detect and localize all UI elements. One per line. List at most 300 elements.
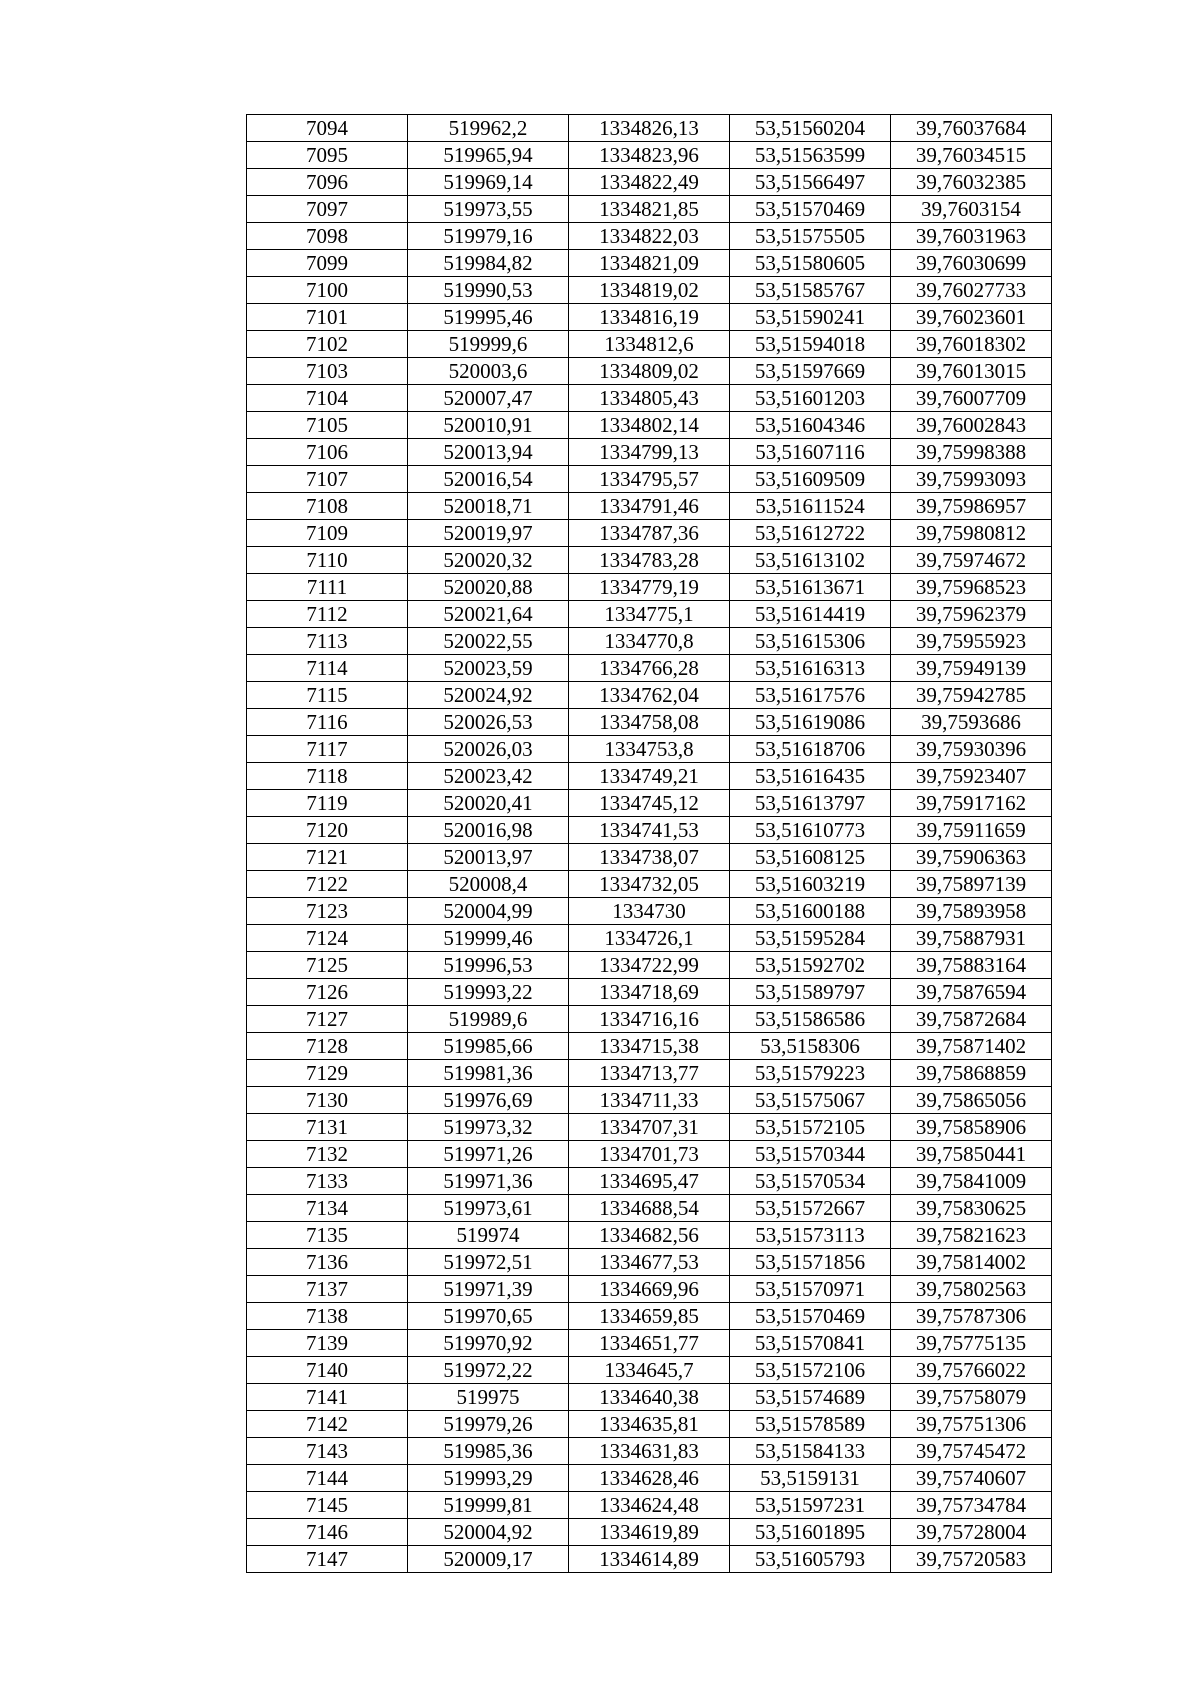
y-coordinate-cell: 1334758,08 bbox=[569, 709, 730, 736]
x-coordinate-cell: 519984,82 bbox=[408, 250, 569, 277]
y-coordinate-cell: 1334822,03 bbox=[569, 223, 730, 250]
table-row bbox=[247, 1384, 1052, 1411]
x-coordinate-cell: 519973,61 bbox=[408, 1195, 569, 1222]
longitude-cell: 39,75802563 bbox=[891, 1276, 1052, 1303]
table-row bbox=[247, 1303, 1052, 1330]
longitude-cell: 39,76027733 bbox=[891, 277, 1052, 304]
latitude-cell: 53,51566497 bbox=[730, 169, 891, 196]
latitude-cell: 53,51589797 bbox=[730, 979, 891, 1006]
point-number-cell: 7114 bbox=[247, 655, 408, 682]
latitude-cell: 53,51572105 bbox=[730, 1114, 891, 1141]
longitude-cell: 39,76032385 bbox=[891, 169, 1052, 196]
latitude-cell: 53,51597669 bbox=[730, 358, 891, 385]
table-row bbox=[247, 1519, 1052, 1546]
y-coordinate-cell: 1334682,56 bbox=[569, 1222, 730, 1249]
y-coordinate-cell: 1334726,1 bbox=[569, 925, 730, 952]
point-number-cell: 7136 bbox=[247, 1249, 408, 1276]
x-coordinate-cell: 519996,53 bbox=[408, 952, 569, 979]
table-row bbox=[247, 1438, 1052, 1465]
y-coordinate-cell: 1334628,46 bbox=[569, 1465, 730, 1492]
point-number-cell: 7123 bbox=[247, 898, 408, 925]
point-number-cell: 7137 bbox=[247, 1276, 408, 1303]
longitude-cell: 39,75751306 bbox=[891, 1411, 1052, 1438]
point-number-cell: 7121 bbox=[247, 844, 408, 871]
y-coordinate-cell: 1334695,47 bbox=[569, 1168, 730, 1195]
table-row bbox=[247, 979, 1052, 1006]
table-row bbox=[247, 1465, 1052, 1492]
x-coordinate-cell: 519972,22 bbox=[408, 1357, 569, 1384]
latitude-cell: 53,51573113 bbox=[730, 1222, 891, 1249]
table-row bbox=[247, 493, 1052, 520]
point-number-cell: 7118 bbox=[247, 763, 408, 790]
x-coordinate-cell: 519999,81 bbox=[408, 1492, 569, 1519]
latitude-cell: 53,51580605 bbox=[730, 250, 891, 277]
x-coordinate-cell: 519976,69 bbox=[408, 1087, 569, 1114]
x-coordinate-cell: 519965,94 bbox=[408, 142, 569, 169]
table-row bbox=[247, 736, 1052, 763]
longitude-cell: 39,75923407 bbox=[891, 763, 1052, 790]
x-coordinate-cell: 520020,32 bbox=[408, 547, 569, 574]
point-number-cell: 7109 bbox=[247, 520, 408, 547]
point-number-cell: 7128 bbox=[247, 1033, 408, 1060]
latitude-cell: 53,51570841 bbox=[730, 1330, 891, 1357]
x-coordinate-cell: 520026,53 bbox=[408, 709, 569, 736]
y-coordinate-cell: 1334631,83 bbox=[569, 1438, 730, 1465]
table-row bbox=[247, 574, 1052, 601]
table-row bbox=[247, 1357, 1052, 1384]
latitude-cell: 53,51612722 bbox=[730, 520, 891, 547]
longitude-cell: 39,75998388 bbox=[891, 439, 1052, 466]
table-row bbox=[247, 1222, 1052, 1249]
latitude-cell: 53,51607116 bbox=[730, 439, 891, 466]
y-coordinate-cell: 1334821,85 bbox=[569, 196, 730, 223]
y-coordinate-cell: 1334614,89 bbox=[569, 1546, 730, 1573]
longitude-cell: 39,75830625 bbox=[891, 1195, 1052, 1222]
coordinates-table bbox=[246, 114, 1052, 1573]
x-coordinate-cell: 520013,97 bbox=[408, 844, 569, 871]
point-number-cell: 7119 bbox=[247, 790, 408, 817]
y-coordinate-cell: 1334645,7 bbox=[569, 1357, 730, 1384]
latitude-cell: 53,51570971 bbox=[730, 1276, 891, 1303]
y-coordinate-cell: 1334640,38 bbox=[569, 1384, 730, 1411]
y-coordinate-cell: 1334762,04 bbox=[569, 682, 730, 709]
y-coordinate-cell: 1334816,19 bbox=[569, 304, 730, 331]
x-coordinate-cell: 520020,41 bbox=[408, 790, 569, 817]
point-number-cell: 7132 bbox=[247, 1141, 408, 1168]
x-coordinate-cell: 520008,4 bbox=[408, 871, 569, 898]
y-coordinate-cell: 1334688,54 bbox=[569, 1195, 730, 1222]
x-coordinate-cell: 519971,36 bbox=[408, 1168, 569, 1195]
point-number-cell: 7139 bbox=[247, 1330, 408, 1357]
point-number-cell: 7142 bbox=[247, 1411, 408, 1438]
longitude-cell: 39,75775135 bbox=[891, 1330, 1052, 1357]
longitude-cell: 39,75787306 bbox=[891, 1303, 1052, 1330]
x-coordinate-cell: 520003,6 bbox=[408, 358, 569, 385]
longitude-cell: 39,75993093 bbox=[891, 466, 1052, 493]
y-coordinate-cell: 1334821,09 bbox=[569, 250, 730, 277]
point-number-cell: 7130 bbox=[247, 1087, 408, 1114]
point-number-cell: 7138 bbox=[247, 1303, 408, 1330]
x-coordinate-cell: 519972,51 bbox=[408, 1249, 569, 1276]
latitude-cell: 53,51585767 bbox=[730, 277, 891, 304]
point-number-cell: 7107 bbox=[247, 466, 408, 493]
latitude-cell: 53,51609509 bbox=[730, 466, 891, 493]
longitude-cell: 39,75872684 bbox=[891, 1006, 1052, 1033]
longitude-cell: 39,7593686 bbox=[891, 709, 1052, 736]
table-row bbox=[247, 304, 1052, 331]
y-coordinate-cell: 1334738,07 bbox=[569, 844, 730, 871]
latitude-cell: 53,5159131 bbox=[730, 1465, 891, 1492]
y-coordinate-cell: 1334791,46 bbox=[569, 493, 730, 520]
longitude-cell: 39,75980812 bbox=[891, 520, 1052, 547]
latitude-cell: 53,51616313 bbox=[730, 655, 891, 682]
y-coordinate-cell: 1334624,48 bbox=[569, 1492, 730, 1519]
latitude-cell: 53,51618706 bbox=[730, 736, 891, 763]
longitude-cell: 39,76023601 bbox=[891, 304, 1052, 331]
x-coordinate-cell: 520023,59 bbox=[408, 655, 569, 682]
y-coordinate-cell: 1334635,81 bbox=[569, 1411, 730, 1438]
point-number-cell: 7116 bbox=[247, 709, 408, 736]
point-number-cell: 7095 bbox=[247, 142, 408, 169]
y-coordinate-cell: 1334677,53 bbox=[569, 1249, 730, 1276]
longitude-cell: 39,75865056 bbox=[891, 1087, 1052, 1114]
latitude-cell: 53,51586586 bbox=[730, 1006, 891, 1033]
table-row bbox=[247, 655, 1052, 682]
latitude-cell: 53,51590241 bbox=[730, 304, 891, 331]
longitude-cell: 39,75745472 bbox=[891, 1438, 1052, 1465]
point-number-cell: 7104 bbox=[247, 385, 408, 412]
x-coordinate-cell: 520004,92 bbox=[408, 1519, 569, 1546]
y-coordinate-cell: 1334715,38 bbox=[569, 1033, 730, 1060]
latitude-cell: 53,51614419 bbox=[730, 601, 891, 628]
point-number-cell: 7112 bbox=[247, 601, 408, 628]
latitude-cell: 53,51613671 bbox=[730, 574, 891, 601]
table-row bbox=[247, 1546, 1052, 1573]
latitude-cell: 53,51608125 bbox=[730, 844, 891, 871]
longitude-cell: 39,75883164 bbox=[891, 952, 1052, 979]
longitude-cell: 39,75911659 bbox=[891, 817, 1052, 844]
x-coordinate-cell: 520007,47 bbox=[408, 385, 569, 412]
x-coordinate-cell: 519999,46 bbox=[408, 925, 569, 952]
table-row bbox=[247, 115, 1052, 142]
point-number-cell: 7103 bbox=[247, 358, 408, 385]
table-row bbox=[247, 601, 1052, 628]
longitude-cell: 39,75949139 bbox=[891, 655, 1052, 682]
table-row bbox=[247, 1276, 1052, 1303]
table-row bbox=[247, 277, 1052, 304]
x-coordinate-cell: 519973,32 bbox=[408, 1114, 569, 1141]
longitude-cell: 39,75740607 bbox=[891, 1465, 1052, 1492]
latitude-cell: 53,51570344 bbox=[730, 1141, 891, 1168]
point-number-cell: 7110 bbox=[247, 547, 408, 574]
y-coordinate-cell: 1334659,85 bbox=[569, 1303, 730, 1330]
x-coordinate-cell: 520020,88 bbox=[408, 574, 569, 601]
longitude-cell: 39,76013015 bbox=[891, 358, 1052, 385]
x-coordinate-cell: 519962,2 bbox=[408, 115, 569, 142]
x-coordinate-cell: 520010,91 bbox=[408, 412, 569, 439]
table-row bbox=[247, 1060, 1052, 1087]
table-row bbox=[247, 547, 1052, 574]
y-coordinate-cell: 1334819,02 bbox=[569, 277, 730, 304]
longitude-cell: 39,7603154 bbox=[891, 196, 1052, 223]
latitude-cell: 53,51619086 bbox=[730, 709, 891, 736]
table-row bbox=[247, 1330, 1052, 1357]
table-row bbox=[247, 952, 1052, 979]
latitude-cell: 53,51611524 bbox=[730, 493, 891, 520]
table-row bbox=[247, 682, 1052, 709]
x-coordinate-cell: 519993,29 bbox=[408, 1465, 569, 1492]
x-coordinate-cell: 519975 bbox=[408, 1384, 569, 1411]
longitude-cell: 39,75720583 bbox=[891, 1546, 1052, 1573]
x-coordinate-cell: 519989,6 bbox=[408, 1006, 569, 1033]
y-coordinate-cell: 1334805,43 bbox=[569, 385, 730, 412]
point-number-cell: 7125 bbox=[247, 952, 408, 979]
point-number-cell: 7146 bbox=[247, 1519, 408, 1546]
x-coordinate-cell: 520018,71 bbox=[408, 493, 569, 520]
longitude-cell: 39,76018302 bbox=[891, 331, 1052, 358]
y-coordinate-cell: 1334722,99 bbox=[569, 952, 730, 979]
y-coordinate-cell: 1334713,77 bbox=[569, 1060, 730, 1087]
latitude-cell: 53,51560204 bbox=[730, 115, 891, 142]
y-coordinate-cell: 1334707,31 bbox=[569, 1114, 730, 1141]
longitude-cell: 39,75897139 bbox=[891, 871, 1052, 898]
longitude-cell: 39,75876594 bbox=[891, 979, 1052, 1006]
x-coordinate-cell: 520016,98 bbox=[408, 817, 569, 844]
x-coordinate-cell: 520021,64 bbox=[408, 601, 569, 628]
point-number-cell: 7140 bbox=[247, 1357, 408, 1384]
table-row bbox=[247, 520, 1052, 547]
point-number-cell: 7143 bbox=[247, 1438, 408, 1465]
x-coordinate-cell: 520022,55 bbox=[408, 628, 569, 655]
table-row bbox=[247, 790, 1052, 817]
longitude-cell: 39,75893958 bbox=[891, 898, 1052, 925]
point-number-cell: 7099 bbox=[247, 250, 408, 277]
y-coordinate-cell: 1334826,13 bbox=[569, 115, 730, 142]
latitude-cell: 53,51572667 bbox=[730, 1195, 891, 1222]
y-coordinate-cell: 1334823,96 bbox=[569, 142, 730, 169]
point-number-cell: 7129 bbox=[247, 1060, 408, 1087]
x-coordinate-cell: 519995,46 bbox=[408, 304, 569, 331]
point-number-cell: 7144 bbox=[247, 1465, 408, 1492]
point-number-cell: 7124 bbox=[247, 925, 408, 952]
y-coordinate-cell: 1334732,05 bbox=[569, 871, 730, 898]
x-coordinate-cell: 519970,65 bbox=[408, 1303, 569, 1330]
table-row bbox=[247, 142, 1052, 169]
x-coordinate-cell: 519974 bbox=[408, 1222, 569, 1249]
x-coordinate-cell: 519979,16 bbox=[408, 223, 569, 250]
latitude-cell: 53,51613797 bbox=[730, 790, 891, 817]
y-coordinate-cell: 1334775,1 bbox=[569, 601, 730, 628]
table-row bbox=[247, 1195, 1052, 1222]
latitude-cell: 53,51601203 bbox=[730, 385, 891, 412]
longitude-cell: 39,75858906 bbox=[891, 1114, 1052, 1141]
point-number-cell: 7102 bbox=[247, 331, 408, 358]
y-coordinate-cell: 1334745,12 bbox=[569, 790, 730, 817]
longitude-cell: 39,75734784 bbox=[891, 1492, 1052, 1519]
x-coordinate-cell: 519971,26 bbox=[408, 1141, 569, 1168]
point-number-cell: 7100 bbox=[247, 277, 408, 304]
latitude-cell: 53,51570469 bbox=[730, 1303, 891, 1330]
latitude-cell: 53,51604346 bbox=[730, 412, 891, 439]
latitude-cell: 53,51610773 bbox=[730, 817, 891, 844]
x-coordinate-cell: 520013,94 bbox=[408, 439, 569, 466]
longitude-cell: 39,75887931 bbox=[891, 925, 1052, 952]
x-coordinate-cell: 519985,66 bbox=[408, 1033, 569, 1060]
y-coordinate-cell: 1334716,16 bbox=[569, 1006, 730, 1033]
y-coordinate-cell: 1334741,53 bbox=[569, 817, 730, 844]
table-row bbox=[247, 1249, 1052, 1276]
point-number-cell: 7097 bbox=[247, 196, 408, 223]
latitude-cell: 53,51571856 bbox=[730, 1249, 891, 1276]
x-coordinate-cell: 519970,92 bbox=[408, 1330, 569, 1357]
latitude-cell: 53,51601895 bbox=[730, 1519, 891, 1546]
point-number-cell: 7108 bbox=[247, 493, 408, 520]
latitude-cell: 53,51617576 bbox=[730, 682, 891, 709]
x-coordinate-cell: 520024,92 bbox=[408, 682, 569, 709]
latitude-cell: 53,51578589 bbox=[730, 1411, 891, 1438]
table-row bbox=[247, 709, 1052, 736]
coordinates-table-body bbox=[247, 115, 1052, 1573]
latitude-cell: 53,51615306 bbox=[730, 628, 891, 655]
latitude-cell: 53,5158306 bbox=[730, 1033, 891, 1060]
y-coordinate-cell: 1334822,49 bbox=[569, 169, 730, 196]
y-coordinate-cell: 1334783,28 bbox=[569, 547, 730, 574]
table-row bbox=[247, 871, 1052, 898]
table-row bbox=[247, 196, 1052, 223]
x-coordinate-cell: 520019,97 bbox=[408, 520, 569, 547]
y-coordinate-cell: 1334651,77 bbox=[569, 1330, 730, 1357]
point-number-cell: 7096 bbox=[247, 169, 408, 196]
point-number-cell: 7122 bbox=[247, 871, 408, 898]
longitude-cell: 39,75766022 bbox=[891, 1357, 1052, 1384]
longitude-cell: 39,75728004 bbox=[891, 1519, 1052, 1546]
x-coordinate-cell: 519969,14 bbox=[408, 169, 569, 196]
longitude-cell: 39,75758079 bbox=[891, 1384, 1052, 1411]
latitude-cell: 53,51592702 bbox=[730, 952, 891, 979]
latitude-cell: 53,51603219 bbox=[730, 871, 891, 898]
y-coordinate-cell: 1334749,21 bbox=[569, 763, 730, 790]
longitude-cell: 39,75841009 bbox=[891, 1168, 1052, 1195]
point-number-cell: 7127 bbox=[247, 1006, 408, 1033]
table-row bbox=[247, 466, 1052, 493]
x-coordinate-cell: 520023,42 bbox=[408, 763, 569, 790]
latitude-cell: 53,51595284 bbox=[730, 925, 891, 952]
table-row bbox=[247, 169, 1052, 196]
point-number-cell: 7117 bbox=[247, 736, 408, 763]
longitude-cell: 39,76031963 bbox=[891, 223, 1052, 250]
latitude-cell: 53,51613102 bbox=[730, 547, 891, 574]
point-number-cell: 7145 bbox=[247, 1492, 408, 1519]
point-number-cell: 7101 bbox=[247, 304, 408, 331]
y-coordinate-cell: 1334619,89 bbox=[569, 1519, 730, 1546]
longitude-cell: 39,75974672 bbox=[891, 547, 1052, 574]
latitude-cell: 53,51570469 bbox=[730, 196, 891, 223]
table-row bbox=[247, 628, 1052, 655]
point-number-cell: 7134 bbox=[247, 1195, 408, 1222]
latitude-cell: 53,51574689 bbox=[730, 1384, 891, 1411]
table-row bbox=[247, 1492, 1052, 1519]
table-row bbox=[247, 223, 1052, 250]
y-coordinate-cell: 1334753,8 bbox=[569, 736, 730, 763]
latitude-cell: 53,51616435 bbox=[730, 763, 891, 790]
table-row bbox=[247, 1087, 1052, 1114]
y-coordinate-cell: 1334799,13 bbox=[569, 439, 730, 466]
latitude-cell: 53,51572106 bbox=[730, 1357, 891, 1384]
table-row bbox=[247, 412, 1052, 439]
table-row bbox=[247, 358, 1052, 385]
longitude-cell: 39,75986957 bbox=[891, 493, 1052, 520]
y-coordinate-cell: 1334802,14 bbox=[569, 412, 730, 439]
latitude-cell: 53,51579223 bbox=[730, 1060, 891, 1087]
longitude-cell: 39,75821623 bbox=[891, 1222, 1052, 1249]
table-row bbox=[247, 1141, 1052, 1168]
latitude-cell: 53,51605793 bbox=[730, 1546, 891, 1573]
point-number-cell: 7094 bbox=[247, 115, 408, 142]
longitude-cell: 39,75930396 bbox=[891, 736, 1052, 763]
y-coordinate-cell: 1334718,69 bbox=[569, 979, 730, 1006]
table-row bbox=[247, 763, 1052, 790]
table-row bbox=[247, 898, 1052, 925]
point-number-cell: 7126 bbox=[247, 979, 408, 1006]
longitude-cell: 39,76007709 bbox=[891, 385, 1052, 412]
table-row bbox=[247, 1168, 1052, 1195]
latitude-cell: 53,51563599 bbox=[730, 142, 891, 169]
longitude-cell: 39,75955923 bbox=[891, 628, 1052, 655]
point-number-cell: 7120 bbox=[247, 817, 408, 844]
point-number-cell: 7135 bbox=[247, 1222, 408, 1249]
point-number-cell: 7115 bbox=[247, 682, 408, 709]
y-coordinate-cell: 1334766,28 bbox=[569, 655, 730, 682]
longitude-cell: 39,76030699 bbox=[891, 250, 1052, 277]
point-number-cell: 7098 bbox=[247, 223, 408, 250]
point-number-cell: 7105 bbox=[247, 412, 408, 439]
y-coordinate-cell: 1334787,36 bbox=[569, 520, 730, 547]
x-coordinate-cell: 519979,26 bbox=[408, 1411, 569, 1438]
point-number-cell: 7141 bbox=[247, 1384, 408, 1411]
table-row bbox=[247, 1033, 1052, 1060]
x-coordinate-cell: 520009,17 bbox=[408, 1546, 569, 1573]
longitude-cell: 39,75868859 bbox=[891, 1060, 1052, 1087]
longitude-cell: 39,75962379 bbox=[891, 601, 1052, 628]
latitude-cell: 53,51575505 bbox=[730, 223, 891, 250]
x-coordinate-cell: 519971,39 bbox=[408, 1276, 569, 1303]
x-coordinate-cell: 519981,36 bbox=[408, 1060, 569, 1087]
point-number-cell: 7131 bbox=[247, 1114, 408, 1141]
y-coordinate-cell: 1334795,57 bbox=[569, 466, 730, 493]
x-coordinate-cell: 519973,55 bbox=[408, 196, 569, 223]
latitude-cell: 53,51600188 bbox=[730, 898, 891, 925]
x-coordinate-cell: 520016,54 bbox=[408, 466, 569, 493]
latitude-cell: 53,51575067 bbox=[730, 1087, 891, 1114]
longitude-cell: 39,76034515 bbox=[891, 142, 1052, 169]
point-number-cell: 7111 bbox=[247, 574, 408, 601]
longitude-cell: 39,75906363 bbox=[891, 844, 1052, 871]
table-row bbox=[247, 844, 1052, 871]
point-number-cell: 7106 bbox=[247, 439, 408, 466]
table-row bbox=[247, 925, 1052, 952]
table-row bbox=[247, 385, 1052, 412]
x-coordinate-cell: 520004,99 bbox=[408, 898, 569, 925]
longitude-cell: 39,75850441 bbox=[891, 1141, 1052, 1168]
longitude-cell: 39,75871402 bbox=[891, 1033, 1052, 1060]
longitude-cell: 39,75814002 bbox=[891, 1249, 1052, 1276]
longitude-cell: 39,75942785 bbox=[891, 682, 1052, 709]
x-coordinate-cell: 519985,36 bbox=[408, 1438, 569, 1465]
y-coordinate-cell: 1334730 bbox=[569, 898, 730, 925]
latitude-cell: 53,51594018 bbox=[730, 331, 891, 358]
table-row bbox=[247, 1006, 1052, 1033]
y-coordinate-cell: 1334779,19 bbox=[569, 574, 730, 601]
